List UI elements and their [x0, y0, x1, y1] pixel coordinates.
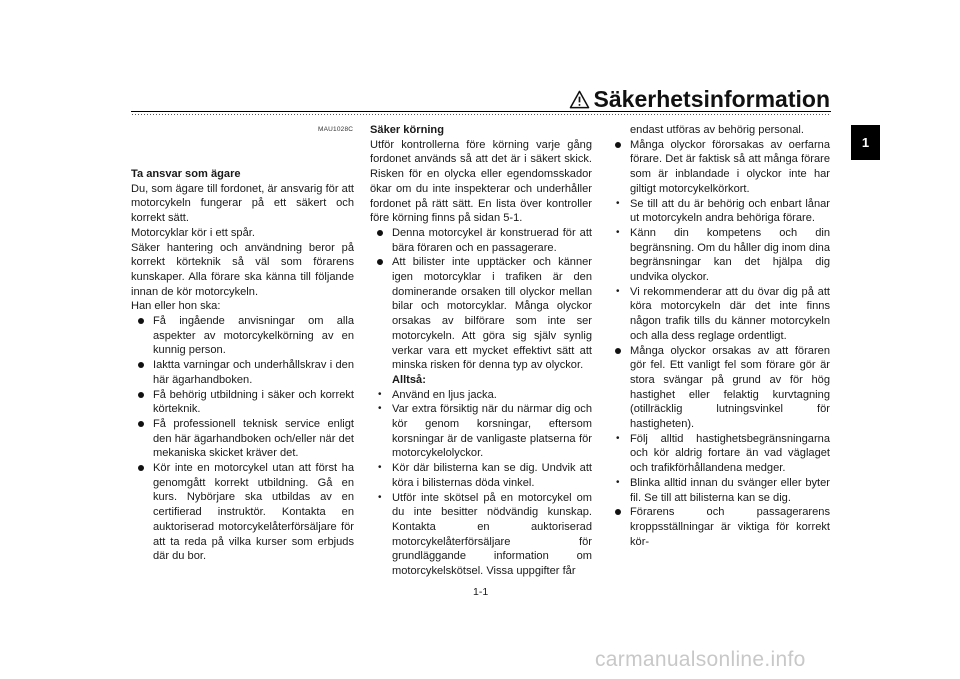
sub-bullet-item: • Se till att du är behörig och enbart lånar ut motorcykeln andra behöriga förare. [608, 197, 830, 226]
bullet-item: Kör inte en motorcykel utan att först ha genomgått korrekt utbildning. Gå en kurs. Nybörjare ska utbildas av en certifierad instruktör. Kontakta en auktoriserad motorcykelåterförsäljare för att ta reda på vilka kurser som erbjuds där du bor. [131, 461, 354, 564]
paragraph: Motorcyklar kör i ett spår. [131, 226, 255, 239]
sub-bullet-item: • Använd en ljus jacka. [370, 388, 592, 403]
page-title: Säkerhetsinformation [593, 85, 830, 112]
bullet-item: Många olyckor orsakas av att föraren gör fel. Ett vanligt fel som förare gör är stora svängar på grund av för hög hastighet eller felaktig kurvtagning (otillräcklig lutningsvinkel för hastigheten). [608, 344, 830, 432]
sub-bullet-item: • Blinka alltid innan du svänger eller byter fil. Se till att bilisterna kan se dig. [608, 476, 830, 505]
document-code: MAU1028C [318, 126, 354, 133]
column-3 [608, 123, 830, 549]
sub-bullet-item: • Kör där bilisterna kan se dig. Undvik att köra i bilisternas döda vinkel. [370, 461, 592, 490]
bullet-item: Få ingående anvisningar om alla aspekter av motorcykelkörning av en kunnig person. [131, 314, 354, 358]
header-rule [131, 111, 831, 112]
column-1 [131, 167, 354, 564]
sub-heading: Alltså: [392, 373, 426, 386]
chapter-tab: 1 [851, 125, 880, 160]
section-heading: Ta ansvar som ägare [131, 168, 241, 180]
bullet-item: Få professionell teknisk service enligt den här ägarhandboken och/eller när det mekaniska skicket kräver det. [131, 417, 354, 461]
paragraph: Säker hantering och användning beror på korrekt körteknik så väl som förarens kunskaper. Alla förare ska känna till följande innan de kör motorcykeln. [131, 241, 354, 298]
sub-bullet-item: • Följ alltid hastighetsbegränsningarna och kör aldrig fortare än vad väglaget och trafikförhållandena medger. [608, 432, 830, 476]
sub-bullet-item: • Vi rekommenderar att du övar dig på att köra motorcykeln där det inte finns någon trafik tills du känner motorcykeln och alla dess reglage ordentligt. [608, 285, 830, 344]
bullet-item: Iaktta varningar och underhållskrav i den här ägarhandboken. [131, 358, 354, 387]
page-number: 1-1 [473, 586, 489, 598]
bullet-item: Få behörig utbildning i säker och korrekt körteknik. [131, 388, 354, 417]
warning-triangle-icon [569, 90, 590, 109]
bullet-item: Många olyckor förorsakas av oerfarna förare. Det är faktisk så att många förare som är inblandade i olyckor inte har giltigt motorcykelkörkort. [608, 138, 830, 197]
paragraph: Utför kontrollerna före körning varje gång fordonet används så att det är i säkert skick. Risken för en olycka eller egendomsskador ökar om du inte inspekterar och underhåller fordonet på rätt sätt. En lista över kontroller före körning finns på sidan 5-1. [370, 138, 592, 225]
continued-text: endast utföras av behörig personal. [630, 124, 804, 136]
bullet-item: Förarens och passagerarens kroppsställningar är viktiga för korrekt kör- [608, 505, 830, 549]
header-dotted-rule [131, 114, 831, 115]
paragraph: Han eller hon ska: [131, 300, 221, 313]
sub-bullet-item: • Känn din kompetens och din begränsning. Om du håller dig inom dina begränsningar kan det hjälpa dig undvika olyckor. [608, 226, 830, 285]
column-2 [370, 123, 592, 579]
watermark: carmanualsonline.info [595, 648, 806, 671]
sub-bullet-item: • Var extra försiktig när du närmar dig och kör genom korsningar, eftersom korsningar är de vanligaste platserna för motorcykelolyckor. [370, 402, 592, 461]
paragraph: Du, som ägare till fordonet, är ansvarig för att motorcykeln fungerar på ett säkert och korrekt sätt. [131, 182, 354, 225]
page-header [569, 84, 830, 114]
bullet-item: Att bilister inte upptäcker och känner igen motorcyklar i trafiken är den dominerande orsaken till olyckor mellan bilar och motorcyklar. Många olyckor orsakas av bilförare som inte ser motorcykeln. Att göra sig själv synlig verkar vara ett mycket effektivt sätt att minska risken för denna typ av olyckor. [370, 255, 592, 373]
section-heading: Säker körning [370, 124, 444, 136]
sub-bullet-item: • Utför inte skötsel på en motorcykel om du inte besitter nödvändig kunskap. Kontakta en auktoriserad motorcykelåterförsäljare för grundläggande information om motorcykelskötsel. Vissa uppgifter får [370, 491, 592, 579]
bullet-item: Denna motorcykel är konstruerad för att bära föraren och en passagerare. [370, 226, 592, 255]
